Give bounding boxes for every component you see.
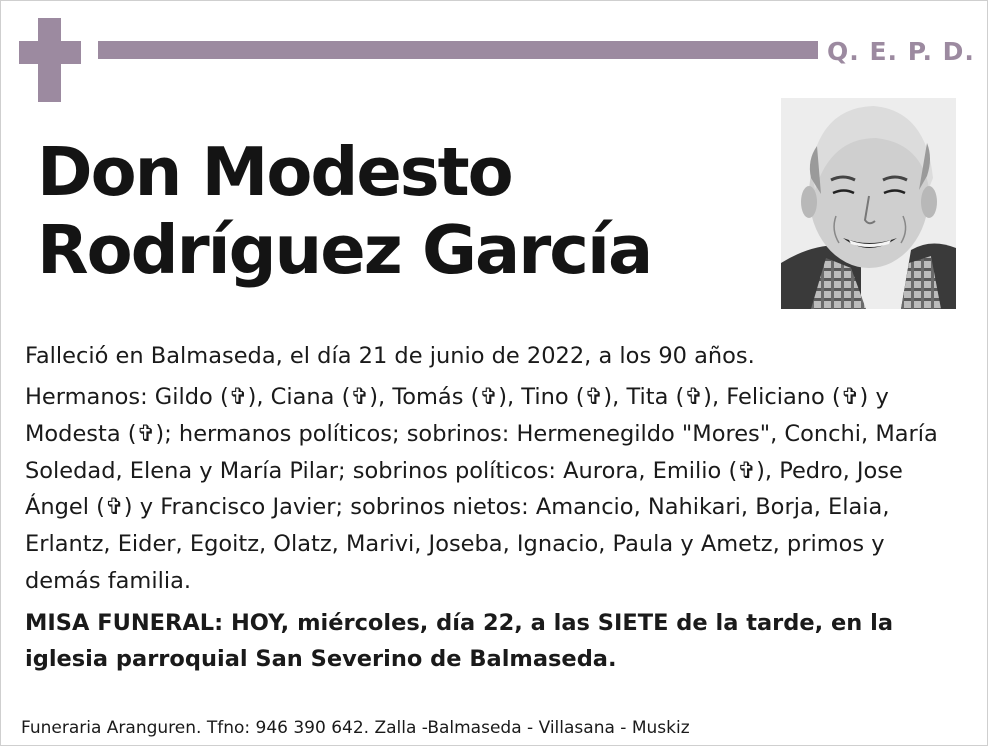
funeral-home-footer: Funeraria Aranguren. Tfno: 946 390 642. Zalla -Balmaseda - Villasana - Muskiz	[21, 718, 690, 738]
header-rule	[98, 41, 818, 59]
deceased-name	[37, 133, 651, 289]
name-line-2: Rodríguez García	[37, 211, 652, 289]
family-list: Hermanos: Gildo (✞), Ciana (✞), Tomás (✞), Tino (✞), Tita (✞), Feliciano (✞) y Modesta (✞); hermanos políticos; sobrinos: Hermenegildo "Mores", Conchi, María Soledad, Elena y María Pilar; sobrinos políticos: Aurora, Emilio (✞), Pedro, Jose Ángel (✞) y Francisco Javier; sobrinos nietos: Amancio, Nahikari, Borja, Elaia, Erlantz, Eider, Egoitz, Olatz, Marivi, Joseba, Ignacio, Paula y Ametz, primos y demás familia.	[25, 384, 938, 594]
funeral-mass-info: MISA FUNERAL: HOY, miércoles, día 22, a las SIETE de la tarde, en la iglesia parroquial San Severino de Balmaseda.	[25, 609, 893, 672]
death-announcement: Falleció en Balmaseda, el día 21 de junio de 2022, a los 90 años.	[25, 343, 755, 369]
notice-body	[25, 337, 965, 677]
portrait-photo	[781, 98, 956, 309]
qepd-label: Q. E. P. D.	[827, 37, 975, 66]
cross-icon	[19, 18, 81, 102]
name-line-1: Don Modesto	[37, 133, 512, 211]
